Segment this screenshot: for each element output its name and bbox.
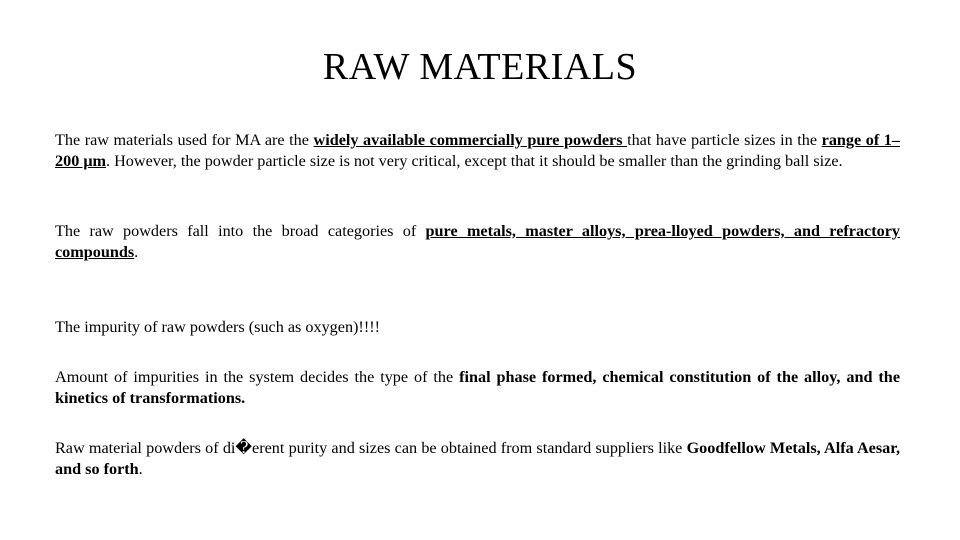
text: Raw material powders of di�erent purity and sizes can be obtained from standard suppliers like (55, 439, 687, 457)
text: that have particle sizes in the (627, 131, 822, 149)
text: The impurity of raw powders (such as oxygen)!!!! (55, 318, 380, 336)
paragraph-impurity-effects (55, 367, 900, 409)
slide-title: RAW MATERIALS (322, 46, 638, 88)
emphasis-powders: widely available commercially pure powders (313, 131, 628, 149)
paragraph-raw-materials-description (55, 130, 900, 172)
paragraph-impurity (55, 317, 900, 338)
paragraph-suppliers (55, 438, 900, 480)
text: The raw materials used for MA are the (55, 131, 314, 149)
text: . (138, 460, 143, 478)
text: . (134, 243, 139, 261)
emphasis-particle-range: range of 1–200 μm (55, 131, 900, 170)
text: . However, the powder particle size is not very critical, except that it should be smaller than the grinding ball size. (106, 152, 843, 170)
emphasis-effects: final phase formed, chemical constitution of the alloy, and the kinetics of transformations. (55, 368, 900, 407)
text: Amount of impurities in the system decides the type of the (55, 368, 460, 386)
emphasis-suppliers: Goodfellow Metals, Alfa Aesar, and so forth (55, 439, 900, 478)
paragraph-powder-categories (55, 221, 900, 263)
emphasis-categories: pure metals, master alloys, prea-lloyed powders, and refractory compounds (55, 222, 900, 261)
text: The raw powders fall into the broad categories of (55, 222, 426, 240)
